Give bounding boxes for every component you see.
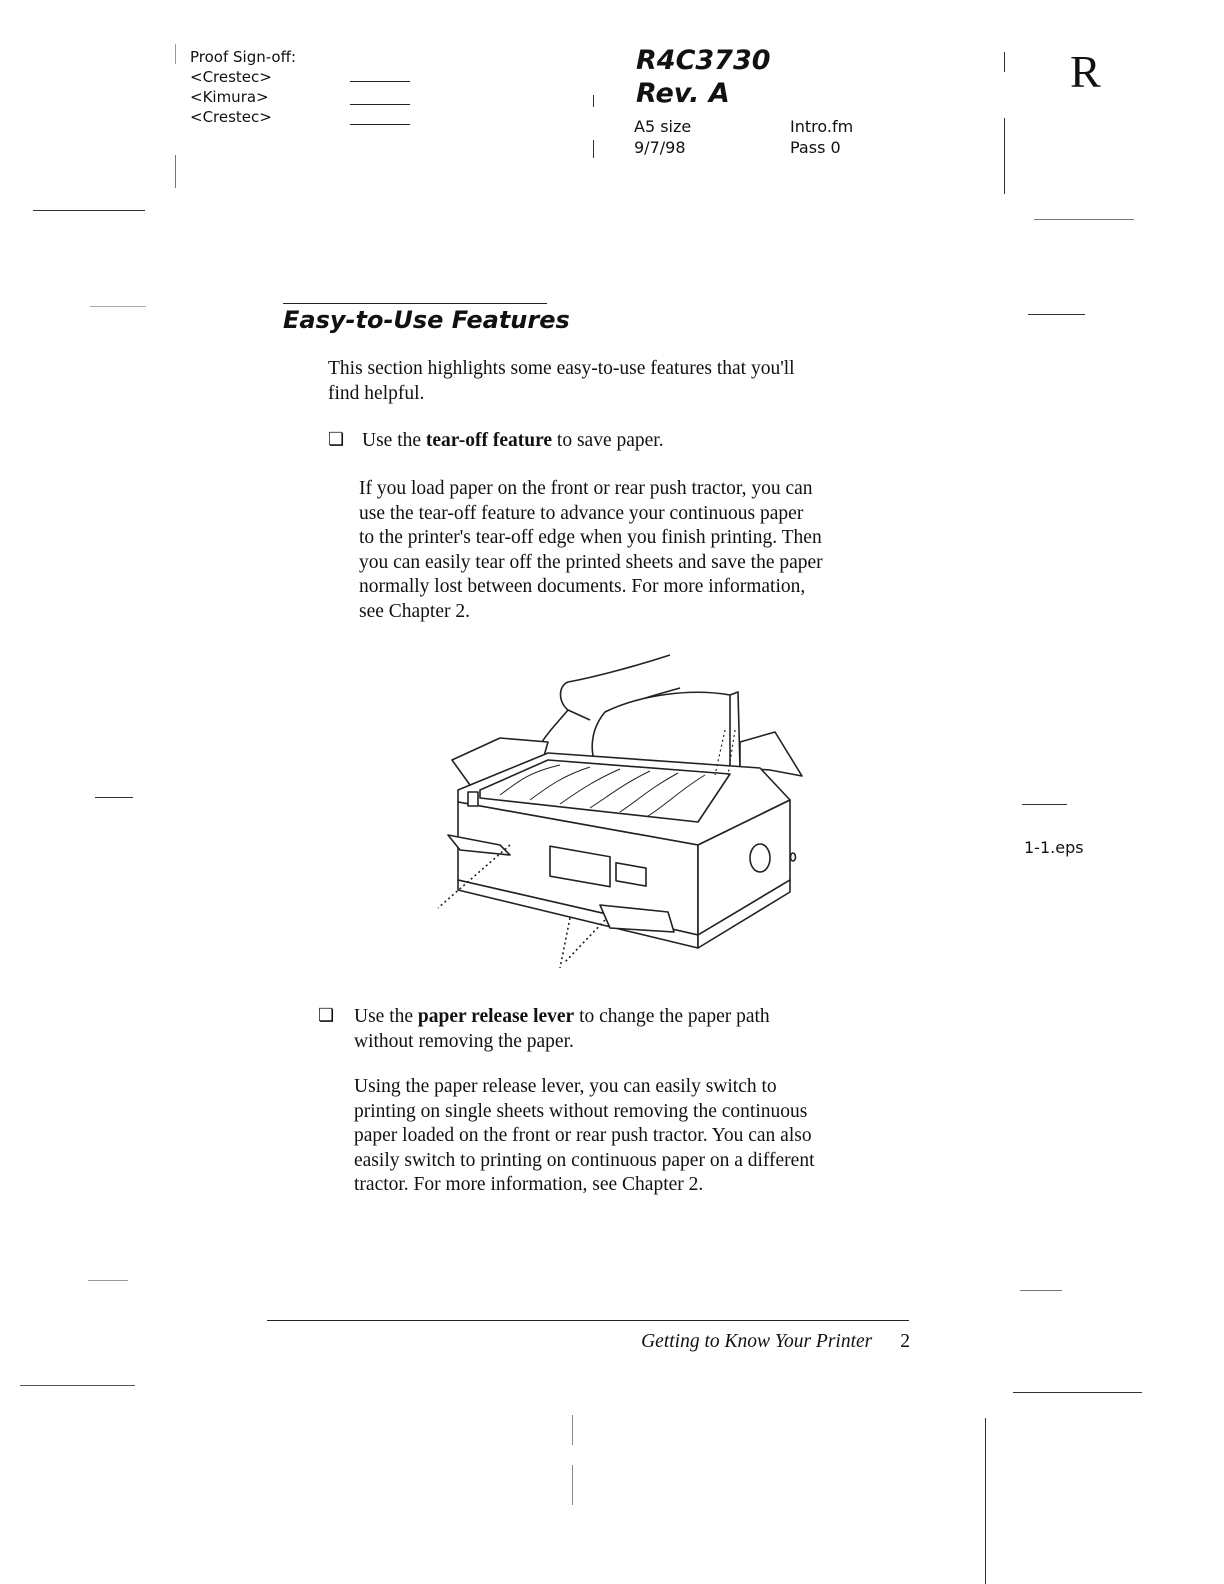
document-meta-right: [790, 116, 853, 158]
document-revision: Rev. A: [636, 78, 730, 109]
crop-mark: [572, 1465, 573, 1505]
bullet-1-line: If you load paper on the front or rear push tractor, you can: [359, 478, 813, 499]
margin-mark: [1013, 1392, 1142, 1393]
crop-mark: [985, 1418, 986, 1584]
margin-mark: [20, 1385, 135, 1386]
page-footer: [500, 1330, 910, 1354]
footer-title: Getting to Know Your Printer: [641, 1331, 873, 1352]
footer-rule: [267, 1320, 909, 1321]
margin-mark: [88, 1280, 128, 1281]
bullet-1-line: to the printer's tear-off edge when you finish printing. Then: [359, 527, 822, 549]
margin-mark: [1034, 219, 1134, 220]
checkbox-bullet-icon: ❏: [318, 1005, 335, 1026]
document-code-block: [636, 44, 771, 110]
bullet-2-pre: Use the: [354, 1006, 418, 1027]
bullet-2-line: printing on single sheets without removing the continuous: [354, 1100, 808, 1122]
bullet-2-line: easily switch to printing on continuous paper on a different: [354, 1149, 815, 1171]
proof-signoff-block: [190, 47, 296, 127]
corner-mark: R: [1070, 46, 1101, 97]
bullet-2-line-2: without removing the paper.: [354, 1030, 574, 1052]
intro-paragraph: [328, 357, 928, 406]
intro-line-1: This section highlights some easy-to-use features that you'll: [328, 358, 795, 379]
crop-mark: [593, 95, 594, 107]
bullet-1-heading: [362, 429, 962, 454]
platen-knob: [750, 844, 770, 872]
paper-size: A5 size: [634, 117, 692, 136]
proof-name-2: <Kimura>: [190, 88, 269, 106]
signature-line-3: [350, 124, 410, 125]
bullet-2-line: Using the paper release lever, you can easily switch to: [354, 1076, 777, 1097]
bullet-1-line: you can easily tear off the printed sheets and save the paper: [359, 551, 823, 573]
bullet-2-body: [354, 1075, 934, 1198]
bullet-2-post: to change the paper path: [574, 1006, 770, 1027]
checkbox-bullet-icon: ❏: [328, 429, 345, 450]
bullet-2-bold: paper release lever: [417, 1006, 575, 1027]
section-title: Easy-to-Use Features: [283, 306, 570, 334]
bullet-1-body: [359, 477, 939, 625]
figure-label: 1-1.eps: [1024, 838, 1084, 857]
document-date: 9/7/98: [634, 138, 686, 157]
bullet-1-line: normally lost between documents. For more information,: [359, 576, 806, 598]
document-meta-left: [634, 116, 691, 158]
margin-mark: [1022, 804, 1067, 805]
margin-mark: [33, 210, 145, 211]
crop-mark: [572, 1415, 573, 1445]
crop-mark: [1004, 52, 1005, 72]
crop-mark: [175, 44, 176, 64]
bullet-2-heading: [354, 1005, 954, 1054]
crop-mark: [175, 155, 176, 188]
bullet-1-bold: tear-off feature: [425, 430, 553, 451]
bullet-1-line: see Chapter 2.: [359, 600, 471, 622]
proof-name-3: <Crestec>: [190, 108, 272, 126]
bullet-1-post: to save paper.: [552, 430, 664, 451]
margin-mark: [1028, 314, 1085, 315]
margin-mark: [1020, 1290, 1062, 1291]
bullet-1-pre: Use the: [362, 430, 426, 451]
margin-mark: [95, 797, 133, 798]
proof-name-1: <Crestec>: [190, 68, 272, 86]
signature-line-1: [350, 81, 410, 82]
crop-mark: [1004, 118, 1005, 194]
bullet-2-line: tractor. For more information, see Chapter 2.: [354, 1174, 704, 1196]
proof-label: Proof Sign-off:: [190, 48, 296, 66]
document-code: R4C3730: [636, 45, 771, 76]
intro-line-2: find helpful.: [328, 382, 425, 404]
file-name: Intro.fm: [790, 117, 854, 136]
bullet-2-line: paper loaded on the front or rear push tractor. You can also: [354, 1125, 812, 1147]
crop-mark: [593, 140, 594, 158]
pass-number: Pass 0: [790, 138, 841, 157]
page-number: 2: [900, 1331, 910, 1352]
margin-mark: [90, 306, 146, 307]
printer-illustration: [430, 650, 820, 975]
signature-line-2: [350, 104, 410, 105]
bullet-1-line: use the tear-off feature to advance your continuous paper: [359, 502, 804, 524]
